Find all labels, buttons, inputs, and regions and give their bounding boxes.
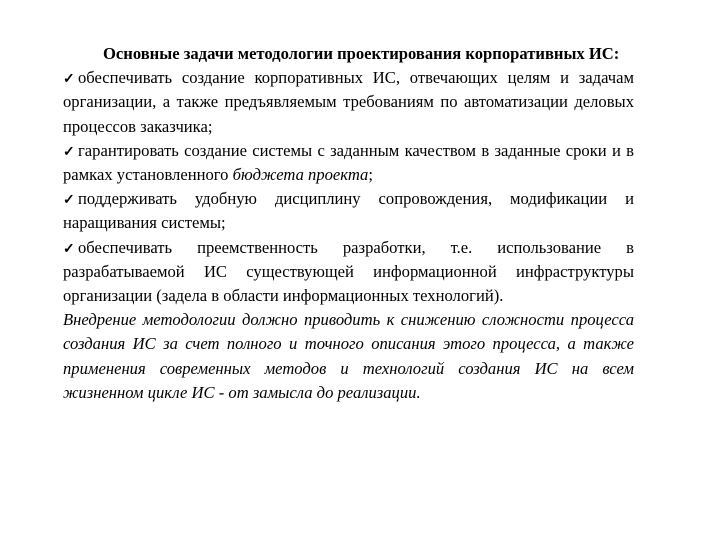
list-item-text-end: ;	[368, 165, 373, 185]
list-item-text: поддерживать удобную дисциплину сопровождения, модификации и наращивания системы;	[63, 189, 634, 233]
task-list	[63, 66, 634, 308]
check-icon: ✓	[63, 193, 75, 209]
list-item	[63, 187, 634, 235]
list-item-text: обеспечивать преемственность разработки, т.е. использование в разрабатываемой ИС существующей информационной инфраструктуры организации (задела в области информационных технологий).	[63, 237, 634, 306]
list-item	[63, 236, 634, 309]
check-icon: ✓	[63, 144, 75, 160]
list-item	[63, 139, 634, 187]
list-item	[63, 66, 634, 139]
check-icon: ✓	[63, 72, 75, 88]
list-item-emphasis: бюджета проекта	[232, 165, 369, 185]
slide-heading: Основные задачи методологии проектирования корпоративных ИС:	[103, 44, 620, 63]
closing-paragraph: Внедрение методологии должно приводить к снижению сложности процесса создания ИС за счет полного и точного описания этого процесса, а также применения современных методов и технологий создания ИС на всем жизненном цикле ИС - от замысла до реализации.	[63, 310, 634, 402]
check-icon: ✓	[63, 241, 75, 257]
list-item-text: обеспечивать создание корпоративных ИС, отвечающих целям и задачам организации, а также предъявляемым требованиям по автоматизации деловых процессов заказчика;	[63, 68, 634, 136]
slide-content	[63, 42, 634, 405]
list-item-text: гарантировать создание системы с заданным качеством в заданные сроки и в рамках установленного	[63, 140, 634, 185]
